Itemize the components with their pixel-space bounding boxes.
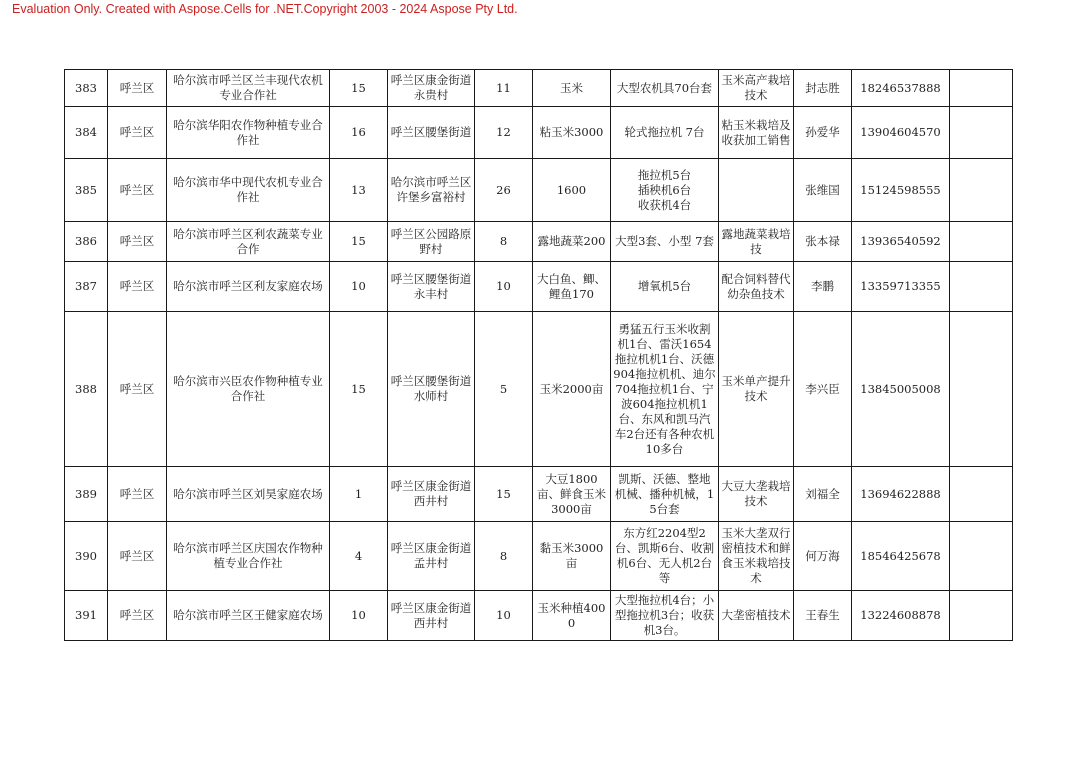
contact-person-cell: 刘福全: [794, 467, 852, 522]
phone-cell: 13359713355: [852, 262, 950, 312]
district-cell: 呼兰区: [108, 312, 167, 467]
phone-cell: 13224608878: [852, 591, 950, 641]
machinery-cell: 大型农机具70台套: [611, 70, 719, 107]
row-number-cell: 383: [65, 70, 108, 107]
table-row: [65, 591, 1013, 641]
extra-cell: [950, 262, 1013, 312]
crop-scale-cell: 玉米2000亩: [533, 312, 611, 467]
count-cell: 26: [475, 159, 533, 222]
count-cell: 15: [475, 467, 533, 522]
row-number-cell: 385: [65, 159, 108, 222]
members-cell: 15: [330, 312, 388, 467]
members-cell: 10: [330, 262, 388, 312]
address-cell: 呼兰区康金街道孟井村: [388, 522, 475, 591]
crop-scale-cell: 露地蔬菜200: [533, 222, 611, 262]
district-cell: 呼兰区: [108, 591, 167, 641]
count-cell: 10: [475, 262, 533, 312]
extra-cell: [950, 312, 1013, 467]
phone-cell: 15124598555: [852, 159, 950, 222]
phone-cell: 13904604570: [852, 107, 950, 159]
row-number-cell: 386: [65, 222, 108, 262]
contact-person-cell: 何万海: [794, 522, 852, 591]
address-cell: 呼兰区腰堡街道永丰村: [388, 262, 475, 312]
technology-cell: 配合饲料替代幼杂鱼技术: [719, 262, 794, 312]
district-cell: 呼兰区: [108, 159, 167, 222]
technology-cell: 大豆大垄栽培技术: [719, 467, 794, 522]
phone-cell: 18246537888: [852, 70, 950, 107]
extra-cell: [950, 107, 1013, 159]
row-number-cell: 388: [65, 312, 108, 467]
technology-cell: 大垄密植技术: [719, 591, 794, 641]
district-cell: 呼兰区: [108, 107, 167, 159]
cooperative-name-cell: 哈尔滨市华中现代农机专业合作社: [167, 159, 330, 222]
crop-scale-cell: 粘玉米3000: [533, 107, 611, 159]
table-row: [65, 222, 1013, 262]
machinery-cell: 拖拉机5台 插秧机6台 收获机4台: [611, 159, 719, 222]
technology-cell: 玉米大垄双行密植技术和鲜食玉米栽培技术: [719, 522, 794, 591]
table-row: [65, 262, 1013, 312]
machinery-cell: 勇猛五行玉米收割机1台、雷沃1654拖拉机机1台、沃德904拖拉机机、迪尔704拖拉机1台、宁波604拖拉机机1台、东风和凯马汽车2台还有各种农机10多台: [611, 312, 719, 467]
table-row: [65, 159, 1013, 222]
extra-cell: [950, 70, 1013, 107]
contact-person-cell: 李鹏: [794, 262, 852, 312]
machinery-cell: 东方红2204型2台、凯斯6台、收割机6台、无人机2台等: [611, 522, 719, 591]
technology-cell: 玉米高产栽培技术: [719, 70, 794, 107]
district-cell: 呼兰区: [108, 262, 167, 312]
extra-cell: [950, 522, 1013, 591]
district-cell: 呼兰区: [108, 70, 167, 107]
district-cell: 呼兰区: [108, 522, 167, 591]
cooperative-name-cell: 哈尔滨市呼兰区王健家庭农场: [167, 591, 330, 641]
cooperative-table: [64, 69, 1013, 641]
contact-person-cell: 李兴臣: [794, 312, 852, 467]
count-cell: 8: [475, 222, 533, 262]
contact-person-cell: 王春生: [794, 591, 852, 641]
cooperative-name-cell: 哈尔滨市呼兰区庆国农作物种植专业合作社: [167, 522, 330, 591]
members-cell: 13: [330, 159, 388, 222]
table-row: [65, 522, 1013, 591]
members-cell: 10: [330, 591, 388, 641]
row-number-cell: 390: [65, 522, 108, 591]
row-number-cell: 384: [65, 107, 108, 159]
table-row: [65, 312, 1013, 467]
row-number-cell: 391: [65, 591, 108, 641]
crop-scale-cell: 黏玉米3000亩: [533, 522, 611, 591]
district-cell: 呼兰区: [108, 222, 167, 262]
district-cell: 呼兰区: [108, 467, 167, 522]
cooperative-name-cell: 哈尔滨市呼兰区利友家庭农场: [167, 262, 330, 312]
table-row: [65, 467, 1013, 522]
members-cell: 15: [330, 222, 388, 262]
table-body: [65, 70, 1013, 641]
evaluation-watermark: Evaluation Only. Created with Aspose.Cells for .NET.Copyright 2003 - 2024 Aspose Pty Ltd.: [12, 2, 518, 16]
cooperative-name-cell: 哈尔滨市呼兰区利农蔬菜专业合作: [167, 222, 330, 262]
extra-cell: [950, 467, 1013, 522]
crop-scale-cell: 玉米: [533, 70, 611, 107]
address-cell: 呼兰区康金街道西井村: [388, 591, 475, 641]
technology-cell: 露地蔬菜栽培技: [719, 222, 794, 262]
machinery-cell: 大型3套、小型 7套: [611, 222, 719, 262]
crop-scale-cell: 1600: [533, 159, 611, 222]
contact-person-cell: 封志胜: [794, 70, 852, 107]
count-cell: 8: [475, 522, 533, 591]
cooperative-name-cell: 哈尔滨市呼兰区兰丰现代农机专业合作社: [167, 70, 330, 107]
members-cell: 4: [330, 522, 388, 591]
address-cell: 呼兰区腰堡街道: [388, 107, 475, 159]
extra-cell: [950, 159, 1013, 222]
members-cell: 16: [330, 107, 388, 159]
address-cell: 哈尔滨市呼兰区许堡乡富裕村: [388, 159, 475, 222]
extra-cell: [950, 591, 1013, 641]
address-cell: 呼兰区公园路原野村: [388, 222, 475, 262]
phone-cell: 18546425678: [852, 522, 950, 591]
crop-scale-cell: 大白鱼、鲫、鲤鱼170: [533, 262, 611, 312]
address-cell: 呼兰区腰堡街道水师村: [388, 312, 475, 467]
address-cell: 呼兰区康金街道永贵村: [388, 70, 475, 107]
cooperative-name-cell: 哈尔滨市呼兰区刘昊家庭农场: [167, 467, 330, 522]
cooperative-name-cell: 哈尔滨华阳农作物种植专业合作社: [167, 107, 330, 159]
contact-person-cell: 张本禄: [794, 222, 852, 262]
count-cell: 11: [475, 70, 533, 107]
table-row: [65, 70, 1013, 107]
row-number-cell: 387: [65, 262, 108, 312]
machinery-cell: 凯斯、沃德、整地机械、播种机械，15台套: [611, 467, 719, 522]
row-number-cell: 389: [65, 467, 108, 522]
count-cell: 10: [475, 591, 533, 641]
crop-scale-cell: 玉米种植4000: [533, 591, 611, 641]
technology-cell: 粘玉米栽培及收获加工销售: [719, 107, 794, 159]
machinery-cell: 增氧机5台: [611, 262, 719, 312]
technology-cell: [719, 159, 794, 222]
members-cell: 15: [330, 70, 388, 107]
members-cell: 1: [330, 467, 388, 522]
crop-scale-cell: 大豆1800亩、鲜食玉米3000亩: [533, 467, 611, 522]
table-row: [65, 107, 1013, 159]
contact-person-cell: 孙爱华: [794, 107, 852, 159]
address-cell: 呼兰区康金街道西井村: [388, 467, 475, 522]
extra-cell: [950, 222, 1013, 262]
machinery-cell: 大型拖拉机4台；小型拖拉机3台；收获机3台。: [611, 591, 719, 641]
phone-cell: 13694622888: [852, 467, 950, 522]
contact-person-cell: 张维国: [794, 159, 852, 222]
count-cell: 12: [475, 107, 533, 159]
technology-cell: 玉米单产提升技术: [719, 312, 794, 467]
cooperative-name-cell: 哈尔滨市兴臣农作物种植专业合作社: [167, 312, 330, 467]
machinery-cell: 轮式拖拉机 7台: [611, 107, 719, 159]
phone-cell: 13845005008: [852, 312, 950, 467]
count-cell: 5: [475, 312, 533, 467]
phone-cell: 13936540592: [852, 222, 950, 262]
